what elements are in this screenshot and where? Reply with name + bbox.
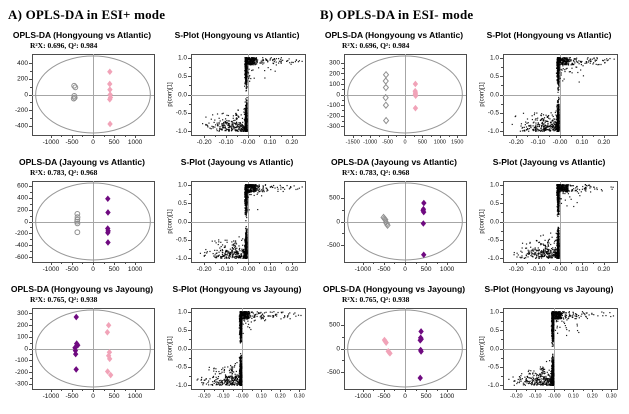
model-stats: R²X: 0.765, Q²: 0.938 — [342, 295, 410, 304]
score-plot-title: OPLS-DA (Jayoung vs Atlantic) — [19, 157, 145, 167]
s-plot-title: S-Plot (Jayoung vs Atlantic) — [492, 157, 606, 167]
section-rows-esi-negative — [318, 30, 629, 402]
model-stats: R²X: 0.783, Q²: 0.968 — [30, 168, 98, 177]
score-plot-panel — [6, 157, 158, 275]
stats-spacer — [164, 295, 310, 305]
figure-row — [318, 30, 629, 148]
s-plot-canvas — [164, 305, 310, 402]
score-plot-title: OPLS-DA (Jayoung vs Atlantic) — [331, 157, 457, 167]
s-plot-title: S-Plot (Hongyoung vs Atlantic) — [486, 30, 612, 40]
figure-row — [318, 157, 629, 275]
score-plot-canvas — [6, 305, 158, 402]
section-rows-esi-positive — [6, 30, 318, 402]
s-plot-canvas — [164, 178, 310, 275]
score-plot-title: OPLS-DA (Hongyoung vs Jayoung) — [10, 284, 154, 294]
score-plot-canvas — [318, 51, 470, 148]
stats-spacer — [164, 41, 310, 51]
figure-row — [318, 284, 629, 402]
model-stats: R²X: 0.696, Q²: 0.984 — [342, 41, 410, 50]
score-plot-panel — [318, 30, 470, 148]
stats-spacer — [476, 168, 622, 178]
s-plot-panel — [164, 157, 310, 275]
section-heading-esi-negative: B) OPLS-DA in ESI- mode — [320, 7, 474, 22]
section-esi-positive — [6, 4, 318, 402]
s-plot-panel — [164, 284, 310, 402]
score-plot-title: OPLS-DA (Hongyoung vs Atlantic) — [12, 30, 152, 40]
s-plot-title: S-Plot (Jayoung vs Atlantic) — [180, 157, 294, 167]
s-plot-canvas — [476, 178, 622, 275]
score-plot-panel — [318, 284, 470, 402]
score-plot-canvas — [6, 178, 158, 275]
figure-row — [6, 157, 318, 275]
section-esi-negative — [318, 4, 629, 402]
score-plot-canvas — [6, 51, 158, 148]
s-plot-panel — [476, 30, 622, 148]
s-plot-title: S-Plot (Hongyoung vs Atlantic) — [174, 30, 300, 40]
s-plot-canvas — [476, 51, 622, 148]
score-plot-panel — [318, 157, 470, 275]
score-plot-panel — [6, 30, 158, 148]
figure-row — [6, 30, 318, 148]
stats-spacer — [476, 41, 622, 51]
model-stats: R²X: 0.765, Q²: 0.938 — [30, 295, 98, 304]
s-plot-canvas — [476, 305, 622, 402]
score-plot-canvas — [318, 178, 470, 275]
figure-row — [6, 284, 318, 402]
score-plot-title: OPLS-DA (Hongyoung vs Atlantic) — [324, 30, 464, 40]
s-plot-panel — [476, 284, 622, 402]
s-plot-title: S-Plot (Hongyoung vs Jayoung) — [484, 284, 614, 294]
s-plot-panel — [164, 30, 310, 148]
stats-spacer — [164, 168, 310, 178]
model-stats: R²X: 0.783, Q²: 0.968 — [342, 168, 410, 177]
stats-spacer — [476, 295, 622, 305]
section-heading-esi-positive: A) OPLS-DA in ESI+ mode — [8, 7, 166, 22]
model-stats: R²X: 0.696, Q²: 0.984 — [30, 41, 98, 50]
score-plot-title: OPLS-DA (Hongyoung vs Jayoung) — [322, 284, 466, 294]
s-plot-canvas — [164, 51, 310, 148]
score-plot-canvas — [318, 305, 470, 402]
score-plot-panel — [6, 284, 158, 402]
s-plot-title: S-Plot (Hongyoung vs Jayoung) — [172, 284, 302, 294]
s-plot-panel — [476, 157, 622, 275]
